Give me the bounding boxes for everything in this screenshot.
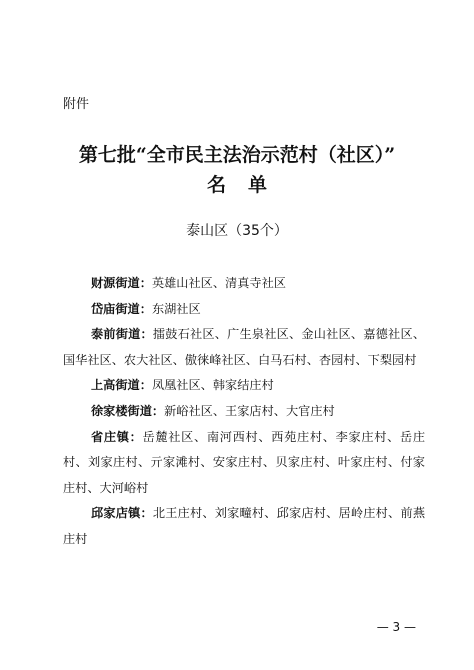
- entry-shengzhuang: [63, 425, 425, 502]
- entry-text: 英雄山社区、清真寺社区: [151, 276, 286, 290]
- page-number: — 3 —: [376, 620, 416, 634]
- document-title: [0, 140, 474, 200]
- title-line-1: 第七批“全市民主法治示范村（社区）”: [78, 144, 396, 166]
- entry-taiqian: [63, 322, 425, 373]
- entry-list: [63, 271, 425, 553]
- entry-text: 东湖社区: [151, 301, 201, 316]
- entry-text: 凤凰社区、韩家结庄村: [151, 378, 274, 393]
- attachment-label: 附件: [63, 97, 90, 112]
- entry-text: 擂鼓石社区、广生泉社区、金山社区、嘉德社区、国华社区、农大社区、傲徕峰社区、白马石村、杏园村、下梨园村: [63, 327, 426, 367]
- entry-label: 徐家楼街道：: [91, 403, 165, 418]
- title-line-2: 名单: [206, 174, 289, 196]
- entry-xujialou: [63, 399, 425, 425]
- entry-caiyuan: [63, 271, 425, 297]
- entry-label: 邱家店镇：: [91, 506, 153, 521]
- entry-qiujiadian: [63, 501, 425, 552]
- entry-label: 泰前街道：: [91, 327, 153, 342]
- entry-label: 岱庙街道：: [91, 301, 152, 316]
- district-heading: 泰山区（35个）: [186, 223, 288, 239]
- entry-text: 新峪社区、王家店村、大官庄村: [164, 403, 335, 418]
- entry-shanggao: [63, 373, 425, 399]
- entry-text: 北王庄村、刘家疃村、邱家店村、居岭庄村、前燕庄村: [63, 506, 426, 546]
- entry-label: 省庄镇：: [91, 429, 143, 444]
- entry-daimiao: [63, 297, 425, 323]
- entry-label: 财源街道：: [91, 276, 152, 290]
- entry-text: 岳麓社区、南河西村、西苑庄村、李家庄村、岳庄村、刘家庄村、亓家滩村、安家庄村、贝家庄村、叶家庄村、付家庄村、大河峪村: [63, 429, 426, 495]
- entry-label: 上高街道：: [91, 378, 152, 393]
